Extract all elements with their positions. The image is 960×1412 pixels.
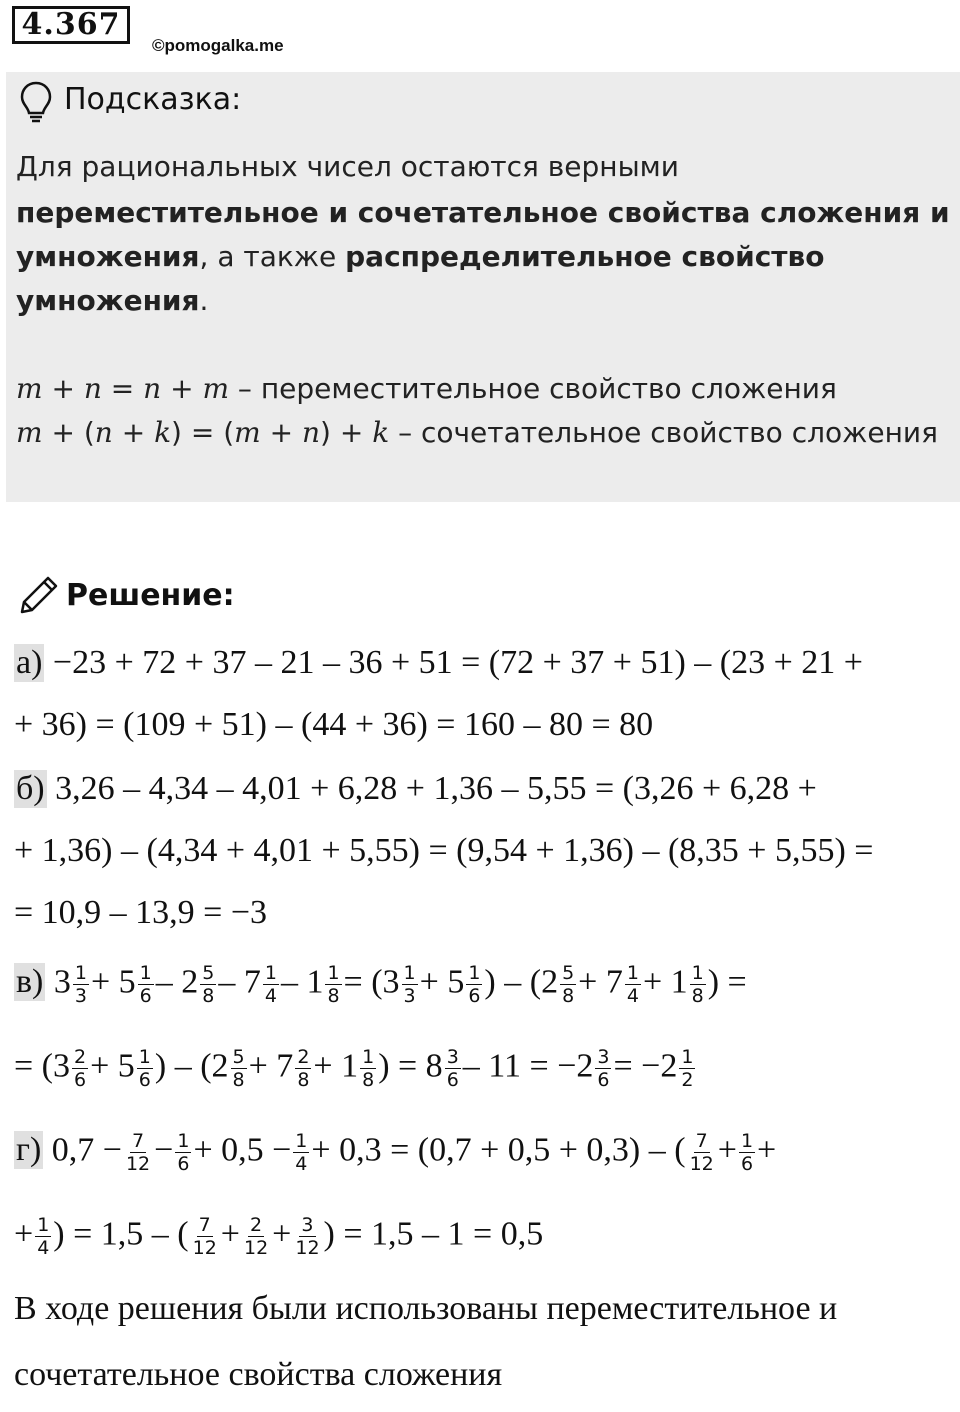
label-a: а) <box>16 644 43 681</box>
label-b: б) <box>16 770 45 807</box>
conclusion-line-2: сочетательное свойства сложения <box>14 1356 503 1393</box>
site-credit: ©pomogalka.me <box>152 36 284 55</box>
solution-c-line-1: в) 3 $\frac{1}{3}$ + 5 $\frac{1}{6}$ – 2 $\frac{5}{8}$ – 7 $\frac{1}{4}$ – 1 $\frac{1}{8}$ = (3 $\frac{1}{3}$ + 5 $\frac{1}{6}$ ) – (2 $\frac{5}{8}$ + 7 $\frac{1}{4}$ + 1 $\frac{1}{8}$ ) = <box>16 962 747 1007</box>
lightbulb-icon <box>18 80 54 129</box>
solution-a-line-1: а) −23 + 72 + 37 – 21 – 36 + 51 = (72 + 37 + 51) – (23 + 21 + <box>16 644 863 681</box>
solution-b-line-1: б) 3,26 – 4,34 – 4,01 + 6,28 + 1,36 – 5,55 = (3,26 + 6,28 + <box>16 770 817 807</box>
hint-text-line-1: Для рациональных чисел остаются верными <box>16 150 679 183</box>
solution-b-line-2: + 1,36) – (4,34 + 4,01 + 5,55) = (9,54 + 1,36) – (8,35 + 5,55) = <box>14 832 874 869</box>
solution-d-line-2: + $\frac{1}{4}$ ) = 1,5 – ( $\frac{7}{12}$ + $\frac{2}{12}$ + $\frac{3}{12}$ ) = 1,5 – 1 = 0,5 <box>14 1214 544 1259</box>
pencil-icon <box>18 574 60 621</box>
solution-d-line-1: г) 0,7 − $\frac{7}{12}$ − $\frac{1}{6}$ + 0,5 − $\frac{1}{4}$ + 0,3 = (0,7 + 0,5 + 0,3) – ( $\frac{7}{12}$ + $\frac{1}{6}$ + <box>16 1130 777 1175</box>
task-number: 4.367 <box>12 6 130 44</box>
hint-title: Подсказка: <box>64 82 242 117</box>
solution-c-line-2: = (3 $\frac{2}{6}$ + 5 $\frac{1}{6}$ ) – (2 $\frac{5}{8}$ + 7 $\frac{2}{8}$ + 1 $\frac{1}{8}$ ) = 8 $\frac{3}{6}$ – 11 = −2 $\frac{3}{6}$ = −2 $\frac{1}{2}$ <box>14 1046 694 1091</box>
solution-title: Решение: <box>66 578 235 613</box>
conclusion-line-1: В ходе решения были использованы переместительное и <box>14 1290 838 1327</box>
hint-text-line-4: умножения. <box>16 284 209 317</box>
formula-associative: m + (n + k) = (m + n) + k – сочетательное свойство сложения <box>16 416 938 449</box>
label-d: г) <box>16 1131 42 1169</box>
hint-text-line-2: переместительное и сочетательное свойства сложения и <box>16 196 950 229</box>
formula-commutative: m + n = n + m – переместительное свойство сложения <box>16 372 837 405</box>
label-c: в) <box>16 963 44 1001</box>
solution-b-line-3: = 10,9 – 13,9 = −3 <box>14 894 268 931</box>
hint-text-line-3: умножения, а также распределительное свойство <box>16 240 825 273</box>
solution-a-line-2: + 36) = (109 + 51) – (44 + 36) = 160 – 80 = 80 <box>14 706 654 743</box>
